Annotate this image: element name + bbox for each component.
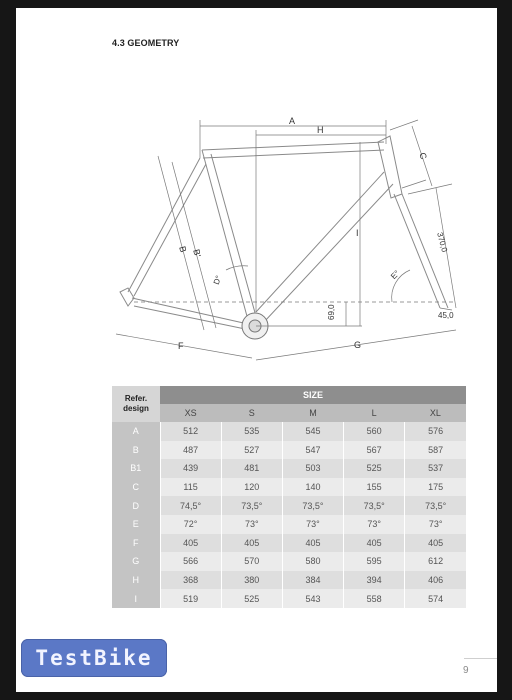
size-col-header: L [344, 404, 405, 422]
table-row [112, 441, 466, 460]
frame-geometry-diagram [16, 8, 497, 368]
table-cell: 487 [160, 441, 221, 460]
table-cell: 560 [344, 422, 405, 441]
table-cell: 380 [221, 571, 282, 590]
table-cell: 512 [160, 422, 221, 441]
row-ref-label: D [112, 496, 160, 515]
table-cell: 73,5° [344, 496, 405, 515]
table-row [112, 422, 466, 441]
size-col-header: S [221, 404, 282, 422]
table-cell: 405 [405, 534, 466, 553]
testbike-logo [21, 639, 167, 677]
size-col-header: XS [160, 404, 221, 422]
table-row [112, 589, 466, 608]
table-cell: 406 [405, 571, 466, 590]
table-cell: 73,5° [221, 496, 282, 515]
table-row [112, 571, 466, 590]
geometry-table [112, 386, 466, 608]
dim-label-G: G [354, 340, 362, 350]
table-cell: 576 [405, 422, 466, 441]
document-page [16, 8, 497, 692]
table-cell: 587 [405, 441, 466, 460]
size-col-header: M [282, 404, 343, 422]
table-row [112, 515, 466, 534]
table-cell: 140 [282, 478, 343, 497]
table-cell: 503 [282, 459, 343, 478]
row-ref-label: E [112, 515, 160, 534]
table-cell: 73° [344, 515, 405, 534]
table-row [112, 459, 466, 478]
dim-label-F: F [178, 341, 184, 351]
dim-label-B: B [177, 245, 189, 254]
table-cell: 72° [160, 515, 221, 534]
row-ref-label: A [112, 422, 160, 441]
table-cell: 595 [344, 552, 405, 571]
table-cell: 519 [160, 589, 221, 608]
table-cell: 74,5° [160, 496, 221, 515]
table-cell: 570 [221, 552, 282, 571]
table-cell: 574 [405, 589, 466, 608]
table-cell: 525 [221, 589, 282, 608]
dim-label-I: I [356, 228, 359, 238]
section-title: 4.3 GEOMETRY [112, 38, 180, 48]
table-cell: 543 [282, 589, 343, 608]
table-cell: 394 [344, 571, 405, 590]
row-ref-label: F [112, 534, 160, 553]
table-cell: 73,5° [405, 496, 466, 515]
dim-label-C: C [417, 151, 429, 161]
table-row [112, 478, 466, 497]
table-cell: 405 [221, 534, 282, 553]
table-cell: 481 [221, 459, 282, 478]
table-cell: 155 [344, 478, 405, 497]
table-cell: 612 [405, 552, 466, 571]
table-cell: 567 [344, 441, 405, 460]
table-cell: 525 [344, 459, 405, 478]
dim-label-fork-offset: 45,0 [438, 311, 454, 320]
table-cell: 547 [282, 441, 343, 460]
table-cell: 558 [344, 589, 405, 608]
ref-header: Refer. design [112, 386, 160, 422]
row-ref-label: I [112, 589, 160, 608]
dim-label-A: A [289, 116, 296, 126]
table-cell: 405 [344, 534, 405, 553]
table-cell: 545 [282, 422, 343, 441]
dim-label-D: D° [211, 274, 224, 286]
size-col-header: XL [405, 404, 466, 422]
row-ref-label: G [112, 552, 160, 571]
table-cell: 535 [221, 422, 282, 441]
table-row [112, 496, 466, 515]
table-cell: 439 [160, 459, 221, 478]
row-ref-label: B1 [112, 459, 160, 478]
table-cell: 73° [221, 515, 282, 534]
table-cell: 405 [282, 534, 343, 553]
dim-label-fork-length: 370,0 [435, 231, 450, 254]
table-cell: 537 [405, 459, 466, 478]
row-ref-label: B [112, 441, 160, 460]
table-cell: 175 [405, 478, 466, 497]
table-cell: 527 [221, 441, 282, 460]
table-cell: 120 [221, 478, 282, 497]
page-number: 9 [463, 665, 469, 676]
row-ref-label: C [112, 478, 160, 497]
table-row [112, 534, 466, 553]
table-cell: 73° [405, 515, 466, 534]
size-header: SIZE [160, 386, 466, 404]
dim-label-H: H [317, 125, 324, 135]
row-ref-label: H [112, 571, 160, 590]
geometry-table-body [112, 422, 466, 608]
table-row [112, 552, 466, 571]
table-cell: 405 [160, 534, 221, 553]
dim-label-bb-drop: 69,0 [327, 304, 336, 320]
table-cell: 368 [160, 571, 221, 590]
table-cell: 384 [282, 571, 343, 590]
logo-text: TestBike [35, 646, 153, 670]
table-cell: 566 [160, 552, 221, 571]
dim-label-E: E° [389, 268, 402, 282]
table-cell: 580 [282, 552, 343, 571]
table-cell: 115 [160, 478, 221, 497]
table-cell: 73,5° [282, 496, 343, 515]
dim-label-B1: B' [191, 248, 203, 259]
page-number-rule [464, 658, 497, 659]
table-cell: 73° [282, 515, 343, 534]
